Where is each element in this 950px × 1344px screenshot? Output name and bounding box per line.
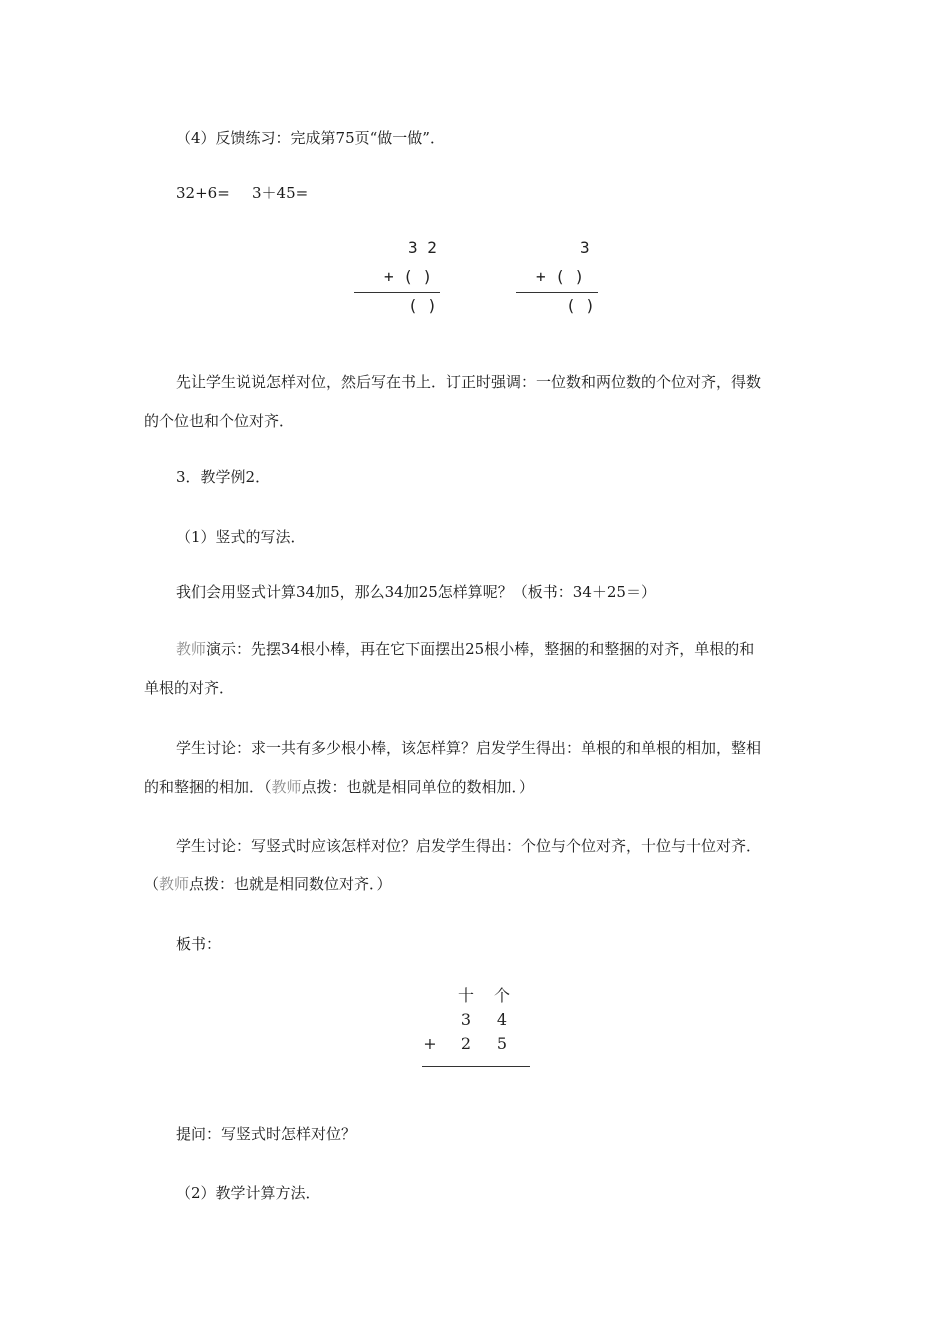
teacher-label: 教师 [176, 640, 207, 658]
paragraph-teacher-demo-line-1 [176, 639, 754, 659]
subheading-calculation-method: （2）教学计算方法． [176, 1184, 321, 1202]
discussion-1-text-a: 的和整捆的相加．（ [144, 778, 272, 796]
tens-header: 十 [457, 986, 474, 1005]
vertical-form-2-result: ( ) [566, 296, 595, 315]
board-vertical-form [418, 986, 533, 1070]
first-addend-tens: 3 [460, 1010, 472, 1029]
second-addend-ones: 5 [496, 1034, 508, 1053]
board-label: 板书： [176, 935, 222, 953]
paragraph-alignment-line-1: 先让学生说说怎样对位，然后写在书上．订正时强调：一位数和两位数的个位对齐，得数 [176, 373, 762, 391]
vertical-form-2 [512, 238, 607, 322]
board-rule [422, 1066, 530, 1067]
teacher-label: 教师 [159, 875, 190, 893]
ones-header: 个 [493, 986, 510, 1005]
second-addend-tens: 2 [460, 1034, 472, 1053]
paragraph-discussion-2-line-2 [144, 874, 392, 894]
paragraph-feedback-practice: （4）反馈练习：完成第75页“做一做”． [176, 129, 445, 147]
teacher-demo-text: 演示：先摆34根小棒，再在它下面摆出25根小棒，整捆的和整捆的对齐，单根的和 [206, 640, 755, 658]
subheading-vertical-writing: （1）竖式的写法． [176, 528, 306, 546]
paragraph-discussion-1-line-1: 学生讨论：求一共有多少根小棒，该怎样算？启发学生得出：单根的和单根的相加，整相 [176, 739, 762, 757]
teacher-label: 教师 [271, 778, 302, 796]
vertical-form-1-top: 3 2 [408, 238, 437, 257]
first-addend-ones: 4 [496, 1010, 508, 1029]
vertical-form-2-rule [516, 292, 598, 293]
paragraph-discussion-1-line-2 [144, 777, 534, 797]
plus-sign: + [423, 1034, 437, 1053]
discussion-2-text-c: 点拨：也就是相同数位对齐．） [189, 875, 392, 893]
vertical-form-2-top: 3 [580, 238, 590, 257]
vertical-form-1-rule [354, 292, 440, 293]
vertical-form-1-result: ( ) [408, 296, 437, 315]
vertical-form-2-addend: + ( ) [536, 267, 585, 286]
paragraph-question-alignment: 提问：写竖式时怎样对位？ [176, 1125, 357, 1143]
discussion-2-text-a: （ [144, 875, 160, 893]
paragraph-alignment-line-2: 的个位也和个位对齐． [144, 412, 295, 430]
exercise-3-plus-45: 3＋45= [252, 184, 309, 202]
vertical-form-1 [350, 238, 445, 322]
discussion-1-text-c: 点拨：也就是相同单位的数相加．） [301, 778, 535, 796]
exercise-32-plus-6: 32+6= [176, 184, 230, 202]
paragraph-discussion-2-line-1: 学生讨论：写竖式时应该怎样对位？启发学生得出：个位与个位对齐，十位与十位对齐． [176, 837, 762, 855]
section-heading-example-2: 3．教学例2． [176, 468, 271, 486]
paragraph-teacher-demo-line-2: 单根的对齐． [144, 679, 235, 697]
paragraph-question: 我们会用竖式计算34加5，那么34加25怎样算呢？（板书：34＋25＝） [176, 583, 656, 601]
vertical-form-1-addend: + ( ) [384, 267, 433, 286]
